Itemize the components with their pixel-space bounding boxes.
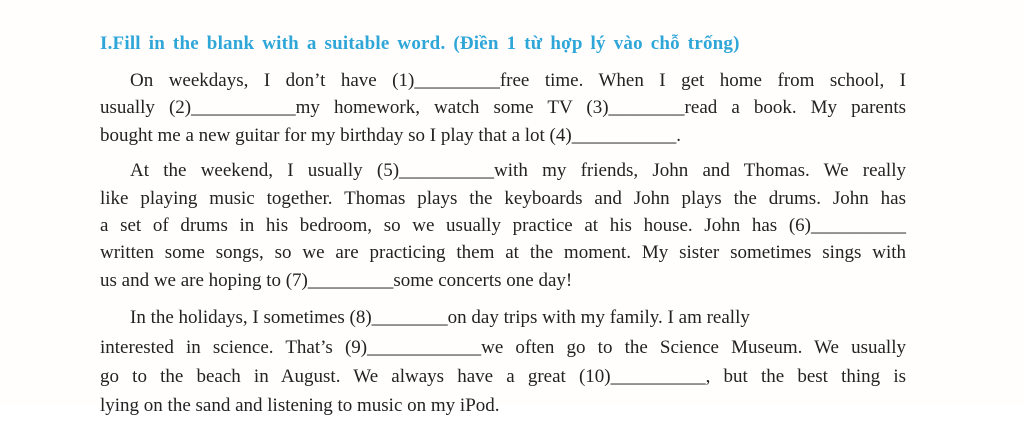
section-heading: I.Fill in the blank with a suitable word. (Điền 1 từ hợp lý vào chỗ trống) [100,33,740,54]
text-line: In the holidays, I sometimes (8)________on day trips with my family. I am really [130,307,750,329]
text-line: usually (2)___________my homework, watch some TV (3)________read a book. My parents [100,97,906,119]
paragraph [100,67,906,149]
text-line: bought me a new guitar for my birthday so I play that a lot (4)___________. [100,124,681,146]
text-line: us and we are hoping to (7)_________some concerts one day! [100,269,573,291]
text-line: On weekdays, I don’t have (1)_________free time. When I get home from school, I [130,70,906,91]
text-line: a set of drums in his bedroom, so we usually practice at his house. John has (6)__________ [100,215,906,237]
text-line: lying on the sand and listening to music on my iPod. [100,395,500,417]
paragraph [100,157,906,294]
text-line: At the weekend, I usually (5)__________with my friends, John and Thomas. We really [130,160,906,182]
text-line: go to the beach in August. We always have a great (10)__________, but the best thing is [100,366,906,388]
exercise-document [100,30,906,421]
text-line: written some songs, so we are practicing them at the moment. My sister sometimes sings with [100,242,906,264]
text-line: like playing music together. Thomas plays the keyboards and John plays the drums. John has [100,187,906,209]
text-line: interested in science. That’s (9)____________we often go to the Science Museum. We usually [100,336,906,358]
paragraph [100,303,906,421]
